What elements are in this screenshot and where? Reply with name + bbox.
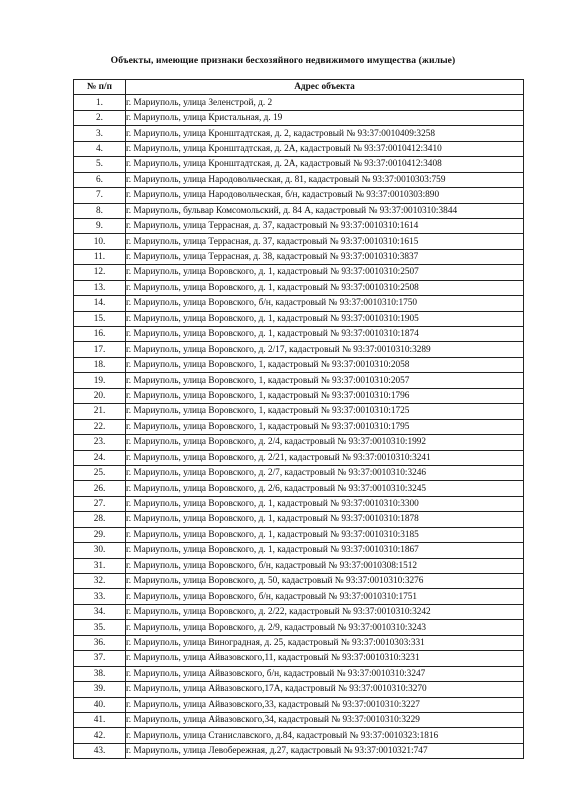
row-number: 21. <box>74 404 126 419</box>
row-number: 29. <box>74 527 126 542</box>
row-address: г. Мариуполь, улица Воровского, д. 1, кадастровый № 93:37:0010310:1878 <box>126 512 524 527</box>
table-row <box>74 712 524 727</box>
row-number: 8. <box>74 203 126 218</box>
row-number: 7. <box>74 188 126 203</box>
table-body <box>74 95 524 759</box>
row-address: г. Мариуполь, улица Воровского, 1, кадастровый № 93:37:0010310:2057 <box>126 373 524 388</box>
objects-table <box>73 79 524 759</box>
row-address: г. Мариуполь, улица Воровского, д. 2/22, кадастровый № 93:37:0010310:3242 <box>126 604 524 619</box>
table-row <box>74 188 524 203</box>
table-row <box>74 311 524 326</box>
table-row <box>74 342 524 357</box>
row-number: 20. <box>74 388 126 403</box>
table-row <box>74 496 524 511</box>
table-row <box>74 589 524 604</box>
row-address: г. Мариуполь, улица Воровского, 1, кадастровый № 93:37:0010310:1725 <box>126 404 524 419</box>
table-row <box>74 543 524 558</box>
row-address: г. Мариуполь, улица Левобережная, д.27, кадастровый № 93:37:0010321:747 <box>126 743 524 758</box>
row-address: г. Мариуполь, улица Воровского, д. 1, кадастровый № 93:37:0010310:1874 <box>126 327 524 342</box>
table-row <box>74 357 524 372</box>
row-number: 23. <box>74 435 126 450</box>
table-row <box>74 234 524 249</box>
row-number: 10. <box>74 234 126 249</box>
row-address: г. Мариуполь, улица Террасная, д. 37, кадастровый № 93:37:0010310:1614 <box>126 218 524 233</box>
row-number: 3. <box>74 126 126 141</box>
table-row <box>74 604 524 619</box>
table-row <box>74 404 524 419</box>
table-row <box>74 651 524 666</box>
table-header-row <box>74 80 524 95</box>
row-address: г. Мариуполь, улица Воровского, д. 2/7, кадастровый № 93:37:0010310:3246 <box>126 465 524 480</box>
table-row <box>74 512 524 527</box>
row-number: 32. <box>74 574 126 589</box>
row-number: 15. <box>74 311 126 326</box>
row-address: г. Мариуполь, улица Террасная, д. 38, кадастровый № 93:37:0010310:3837 <box>126 249 524 264</box>
table-row <box>74 527 524 542</box>
row-number: 26. <box>74 481 126 496</box>
row-address: г. Мариуполь, улица Станиславского, д.84, кадастровый № 93:37:0010323:1816 <box>126 728 524 743</box>
table-row <box>74 635 524 650</box>
row-address: г. Мариуполь, улица Айвазовского,17А, кадастровый № 93:37:0010310:3270 <box>126 682 524 697</box>
row-number: 16. <box>74 327 126 342</box>
row-number: 33. <box>74 589 126 604</box>
table-row <box>74 157 524 172</box>
row-number: 22. <box>74 419 126 434</box>
row-address: г. Мариуполь, улица Воровского, д. 2/9, кадастровый № 93:37:0010310:3243 <box>126 620 524 635</box>
table-row <box>74 388 524 403</box>
table-row <box>74 265 524 280</box>
row-address: г. Мариуполь, улица Воровского, д. 1, кадастровый № 93:37:0010310:2508 <box>126 280 524 295</box>
row-number: 4. <box>74 141 126 156</box>
row-address: г. Мариуполь, улица Воровского, д. 1, кадастровый № 93:37:0010310:2507 <box>126 265 524 280</box>
row-address: г. Мариуполь, улица Воровского, д. 2/4, кадастровый № 93:37:0010310:1992 <box>126 435 524 450</box>
row-number: 36. <box>74 635 126 650</box>
table-row <box>74 697 524 712</box>
table-row <box>74 682 524 697</box>
row-address: г. Мариуполь, улица Воровского, д. 1, кадастровый № 93:37:0010310:1905 <box>126 311 524 326</box>
header-number: № п/п <box>74 80 126 95</box>
row-address: г. Мариуполь, улица Воровского, б/н, кадастровый № 93:37:0010310:1750 <box>126 296 524 311</box>
row-address: г. Мариуполь, улица Воровского, д. 1, кадастровый № 93:37:0010310:3300 <box>126 496 524 511</box>
row-address: г. Мариуполь, улица Воровского, д. 2/21, кадастровый № 93:37:0010310:3241 <box>126 450 524 465</box>
row-number: 9. <box>74 218 126 233</box>
table-row <box>74 249 524 264</box>
row-number: 1. <box>74 95 126 110</box>
row-number: 25. <box>74 465 126 480</box>
row-address: г. Мариуполь, улица Айвазовского,33, кадастровый № 93:37:0010310:3227 <box>126 697 524 712</box>
row-address: г. Мариуполь, улица Кронштадтская, д. 2А, кадастровый № 93:37:0010412:3410 <box>126 141 524 156</box>
table-row <box>74 172 524 187</box>
table-row <box>74 419 524 434</box>
row-number: 30. <box>74 543 126 558</box>
table-row <box>74 620 524 635</box>
row-address: г. Мариуполь, улица Айвазовского,11, кадастровый № 93:37:0010310:3231 <box>126 651 524 666</box>
row-address: г. Мариуполь, улица Айвазовского, б/н, кадастровый № 93:37:0010310:3247 <box>126 666 524 681</box>
row-address: г. Мариуполь, улица Воровского, б/н, кадастровый № 93:37:0010308:1512 <box>126 558 524 573</box>
row-number: 14. <box>74 296 126 311</box>
table-row <box>74 141 524 156</box>
row-number: 17. <box>74 342 126 357</box>
table-row <box>74 126 524 141</box>
row-address: г. Мариуполь, улица Зеленстрой, д. 2 <box>126 95 524 110</box>
row-number: 19. <box>74 373 126 388</box>
table-row <box>74 203 524 218</box>
row-number: 24. <box>74 450 126 465</box>
table-row <box>74 280 524 295</box>
row-address: г. Мариуполь, улица Кронштадтская, д. 2, кадастровый № 93:37:0010409:3258 <box>126 126 524 141</box>
row-number: 5. <box>74 157 126 172</box>
table-row <box>74 728 524 743</box>
row-number: 6. <box>74 172 126 187</box>
row-address: г. Мариуполь, улица Воровского, д. 1, кадастровый № 93:37:0010310:3185 <box>126 527 524 542</box>
row-number: 34. <box>74 604 126 619</box>
row-address: г. Мариуполь, улица Виноградная, д. 25, кадастровый № 93:37:0010303:331 <box>126 635 524 650</box>
row-number: 41. <box>74 712 126 727</box>
table-row <box>74 373 524 388</box>
header-address: Адрес объекта <box>126 80 524 95</box>
row-number: 38. <box>74 666 126 681</box>
row-number: 13. <box>74 280 126 295</box>
row-number: 12. <box>74 265 126 280</box>
row-address: г. Мариуполь, улица Воровского, 1, кадастровый № 93:37:0010310:1796 <box>126 388 524 403</box>
row-address: г. Мариуполь, улица Воровского, д. 1, кадастровый № 93:37:0010310:1867 <box>126 543 524 558</box>
row-address: г. Мариуполь, улица Кронштадтская, д. 2А, кадастровый № 93:37:0010412:3408 <box>126 157 524 172</box>
table-row <box>74 110 524 125</box>
row-address: г. Мариуполь, бульвар Комсомольский, д. 84 А, кадастровый № 93:37:0010310:3844 <box>126 203 524 218</box>
table-row <box>74 450 524 465</box>
row-address: г. Мариуполь, улица Воровского, д. 50, кадастровый № 93:37:0010310:3276 <box>126 574 524 589</box>
row-address: г. Мариуполь, улица Воровского, б/н, кадастровый № 93:37:0010310:1751 <box>126 589 524 604</box>
table-row <box>74 218 524 233</box>
table-row <box>74 558 524 573</box>
row-number: 42. <box>74 728 126 743</box>
page-title: Объекты, имеющие признаки бесхозяйного недвижимого имущества (жилые) <box>110 55 456 66</box>
table-row <box>74 327 524 342</box>
table-row <box>74 743 524 758</box>
table-row <box>74 465 524 480</box>
row-address: г. Мариуполь, улица Воровского, д. 2/6, кадастровый № 93:37:0010310:3245 <box>126 481 524 496</box>
table-row <box>74 574 524 589</box>
row-number: 2. <box>74 110 126 125</box>
row-address: г. Мариуполь, улица Народовольческая, д. 81, кадастровый № 93:37:0010303:759 <box>126 172 524 187</box>
table-row <box>74 296 524 311</box>
row-address: г. Мариуполь, улица Террасная, д. 37, кадастровый № 93:37:0010310:1615 <box>126 234 524 249</box>
row-number: 31. <box>74 558 126 573</box>
row-address: г. Мариуполь, улица Народовольческая, б/н, кадастровый № 93:37:0010303:890 <box>126 188 524 203</box>
row-address: г. Мариуполь, улица Воровского, 1, кадастровый № 93:37:0010310:2058 <box>126 357 524 372</box>
table-row <box>74 95 524 110</box>
row-number: 39. <box>74 682 126 697</box>
table-row <box>74 666 524 681</box>
row-number: 37. <box>74 651 126 666</box>
row-address: г. Мариуполь, улица Кристальная, д. 19 <box>126 110 524 125</box>
row-number: 18. <box>74 357 126 372</box>
row-address: г. Мариуполь, улица Айвазовского,34, кадастровый № 93:37:0010310:3229 <box>126 712 524 727</box>
row-number: 35. <box>74 620 126 635</box>
row-address: г. Мариуполь, улица Воровского, д. 2/17, кадастровый № 93:37:0010310:3289 <box>126 342 524 357</box>
table-row <box>74 481 524 496</box>
row-number: 27. <box>74 496 126 511</box>
row-number: 28. <box>74 512 126 527</box>
row-number: 40. <box>74 697 126 712</box>
row-address: г. Мариуполь, улица Воровского, 1, кадастровый № 93:37:0010310:1795 <box>126 419 524 434</box>
table-row <box>74 435 524 450</box>
row-number: 43. <box>74 743 126 758</box>
row-number: 11. <box>74 249 126 264</box>
